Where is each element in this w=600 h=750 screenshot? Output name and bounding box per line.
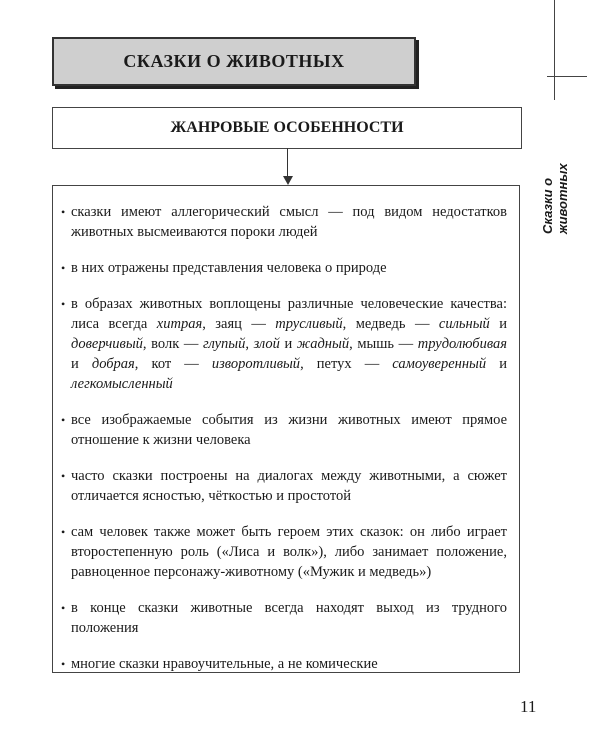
bullet-icon: • <box>61 469 66 483</box>
text-segment: , кот — <box>134 356 212 372</box>
bullet-icon: • <box>61 205 66 219</box>
text-segment: , заяц — <box>202 316 276 332</box>
text-segment: и <box>486 356 507 372</box>
emphasis-text: злой <box>253 336 280 352</box>
text-segment: сказки имеют аллегорический смысл — под видом недостатков животных высмеиваются пороки людей <box>71 204 507 240</box>
text-segment: , мышь — <box>349 336 418 352</box>
bullet-icon: • <box>61 601 66 615</box>
list-item <box>61 654 507 674</box>
emphasis-text: глупый <box>203 336 246 352</box>
text-segment: в образах животных воплощены различные человеческие качества: лиса всегда <box>71 296 507 332</box>
emphasis-text: хитрая <box>156 316 203 332</box>
text-segment: , <box>245 336 254 352</box>
side-vertical-rule <box>554 0 555 100</box>
emphasis-text: жадный <box>296 336 350 352</box>
emphasis-text: добрая <box>91 356 135 372</box>
page-number: 11 <box>520 697 537 716</box>
text-segment: все изображаемые события из жизни животных имеют прямое отношение к жизни человека <box>71 412 507 448</box>
list-item-text <box>71 258 507 278</box>
list-item <box>61 522 507 582</box>
list-item-text <box>71 410 507 450</box>
list-item-text <box>71 598 507 638</box>
list-item-text <box>71 202 507 242</box>
emphasis-text: доверчивый <box>71 336 143 352</box>
text-segment: и <box>489 316 507 332</box>
text-segment: многие сказки нравоучительные, а не комические <box>71 656 378 672</box>
features-list <box>52 185 520 673</box>
list-item <box>61 410 507 450</box>
list-item <box>61 466 507 506</box>
arrow-down-icon <box>283 176 293 185</box>
list-item <box>61 258 507 278</box>
bullet-icon: • <box>61 657 66 671</box>
text-segment: часто сказки построены на диалогах между животными, а сюжет отличается ясностью, чёткостью и простотой <box>71 468 507 504</box>
text-segment: , волк — <box>142 336 203 352</box>
side-horizontal-rule <box>547 76 587 77</box>
list-item <box>61 202 507 242</box>
emphasis-text: трудолюбивая <box>417 336 508 352</box>
emphasis-text: изворотливый <box>211 356 301 372</box>
connector-arrow-line <box>287 148 288 178</box>
list-item <box>61 598 507 638</box>
emphasis-text: трусливый <box>275 316 343 332</box>
bullet-icon: • <box>61 261 66 275</box>
bullet-icon: • <box>61 297 66 311</box>
bullet-icon: • <box>61 413 66 427</box>
list-item-text <box>71 522 507 582</box>
section-heading: ЖАНРОВЫЕ ОСОБЕННОСТИ <box>52 107 522 149</box>
text-segment: в конце сказки животные всегда находят выход из трудного положения <box>71 600 507 636</box>
list-item-text <box>71 294 507 394</box>
emphasis-text: самоуверенный <box>392 356 487 372</box>
text-segment: , петух — <box>300 356 393 372</box>
emphasis-text: легкомысленный <box>71 376 173 392</box>
list-item <box>61 294 507 394</box>
bullet-icon: • <box>61 525 66 539</box>
side-section-label: Сказки о животных <box>540 163 570 234</box>
page-title: СКАЗКИ О ЖИВОТНЫХ <box>52 37 416 86</box>
text-segment: в них отражены представления человека о природе <box>71 260 387 276</box>
text-segment: и <box>279 336 297 352</box>
text-segment: сам человек также может быть героем этих сказок: он либо играет второстепенную роль («Лиса и волк»), либо занимает положение, равноценное персонажу-животному («Мужик и медведь») <box>71 524 507 580</box>
list-item-text <box>71 466 507 506</box>
text-segment: , медведь — <box>342 316 439 332</box>
text-segment: и <box>71 356 92 372</box>
emphasis-text: сильный <box>438 316 490 332</box>
list-item-text <box>71 654 507 674</box>
